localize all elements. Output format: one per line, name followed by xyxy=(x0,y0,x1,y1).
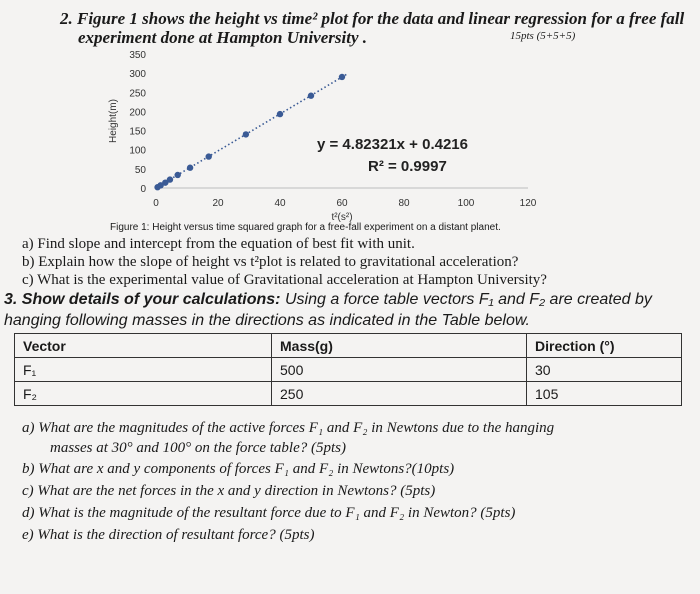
cell-direction: 105 xyxy=(527,382,682,406)
x-tick-label: 0 xyxy=(153,198,159,209)
q3-number: 3. xyxy=(4,291,22,308)
cell-vector: F₂ xyxy=(15,382,272,406)
height-vs-time-squared-chart xyxy=(100,42,550,222)
question-2-heading-line2: experiment done at Hampton University . xyxy=(78,28,367,47)
data-point xyxy=(167,176,173,182)
cell-vector: F₁ xyxy=(15,358,272,382)
data-point xyxy=(308,93,314,99)
q2-part-c: c) What is the experimental value of Gravitational acceleration at Hampton University? xyxy=(22,272,547,288)
cell-mass: 250 xyxy=(272,382,527,406)
header-mass: Mass(g) xyxy=(272,334,527,358)
table-row xyxy=(15,382,682,406)
question-3-line1 xyxy=(4,291,652,309)
q3-rest: Using a force table vectors F₁ and F₂ are created by xyxy=(280,291,652,308)
q3-part-e: e) What is the direction of resultant force? (5pts) xyxy=(22,527,315,543)
figure-caption: Figure 1: Height versus time squared graph for a free-fall experiment on a distant planet. xyxy=(110,222,501,233)
q2-part-b: b) Explain how the slope of height vs t²plot is related to gravitational acceleration? xyxy=(22,254,519,270)
x-axis-title: t²(s²) xyxy=(331,212,353,222)
q3-bold: Show details of your calculations: xyxy=(21,291,281,308)
q3-part-a: a) What are the magnitudes of the active forces F₁ and F₂ in Newtons due to the hanging xyxy=(22,420,555,436)
q3-part-c: c) What are the net forces in the x and y direction in Newtons? (5pts) xyxy=(22,483,436,499)
header-vector: Vector xyxy=(15,334,272,358)
x-tick-label: 40 xyxy=(274,198,286,209)
y-tick-label: 300 xyxy=(129,69,146,81)
data-point xyxy=(277,111,283,117)
data-point xyxy=(206,153,212,159)
x-tick-label: 120 xyxy=(519,198,537,209)
q3-part-d: d) What is the magnitude of the resultant force due to F₁ and F₂ in Newton? (5pts) xyxy=(22,505,516,521)
q3-part-a-cont: masses at 30° and 100° on the force table? (5pts) xyxy=(50,440,346,456)
x-tick-label: 60 xyxy=(336,198,348,209)
data-point xyxy=(243,131,249,137)
x-tick-label: 100 xyxy=(457,198,475,209)
question-2-points: 15pts (5+5+5) xyxy=(510,30,576,42)
y-tick-label: 150 xyxy=(129,126,146,138)
regression-equation: y = 4.82321x + 0.4216 xyxy=(317,136,468,153)
y-tick-label: 100 xyxy=(129,145,146,157)
y-axis-title: Height(m) xyxy=(108,99,119,143)
y-tick-label: 0 xyxy=(140,184,146,195)
force-table xyxy=(14,333,682,406)
r-squared-label: R² = 0.9997 xyxy=(368,158,447,175)
trendline xyxy=(156,73,348,187)
y-tick-label: 250 xyxy=(129,88,146,100)
x-tick-label: 80 xyxy=(398,198,410,209)
header-direction: Direction (°) xyxy=(527,334,682,358)
cell-mass: 500 xyxy=(272,358,527,382)
table-header-row xyxy=(15,334,682,358)
q3-part-b: b) What are x and y components of forces F₁ and F₂ in Newtons?(10pts) xyxy=(22,461,455,477)
data-point xyxy=(339,74,345,80)
x-tick-label: 20 xyxy=(212,198,224,209)
table-row xyxy=(15,358,682,382)
y-tick-label: 50 xyxy=(134,164,146,176)
data-point xyxy=(175,172,181,178)
cell-direction: 30 xyxy=(527,358,682,382)
question-2-heading: 2. Figure 1 shows the height vs time² plot for the data and linear regression for a free fall xyxy=(60,9,685,28)
question-3-line2: hanging following masses in the directions as indicated in the Table below. xyxy=(4,312,530,329)
y-tick-label: 350 xyxy=(129,50,146,61)
q2-part-a: a) Find slope and intercept from the equation of best fit with unit. xyxy=(22,236,415,252)
y-tick-label: 200 xyxy=(129,107,146,119)
data-point xyxy=(187,165,193,171)
